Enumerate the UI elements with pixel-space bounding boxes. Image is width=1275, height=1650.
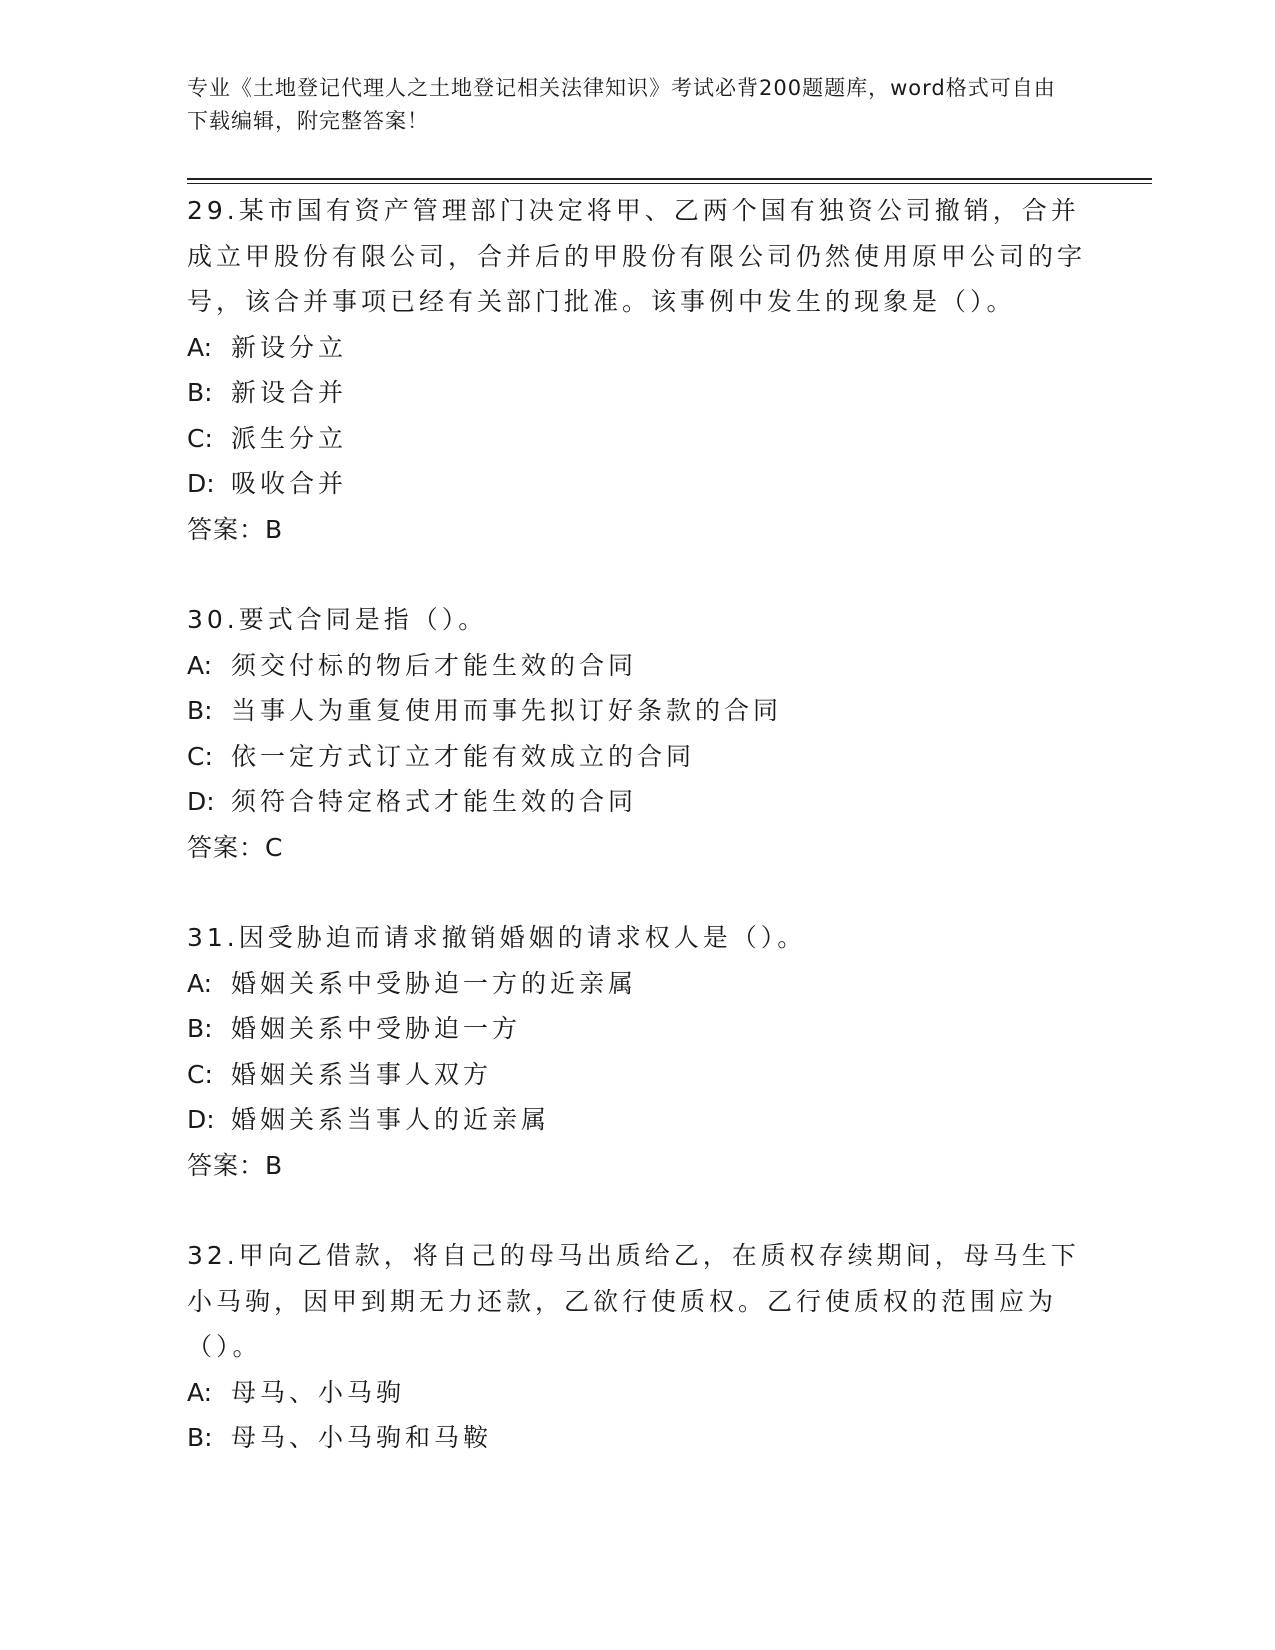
option-letter: B: <box>187 378 213 407</box>
option-a <box>187 1370 1087 1416</box>
option-text: 母马、小马驹 <box>231 1377 406 1407</box>
option-letter: A: <box>187 650 213 680</box>
option-b <box>187 688 1087 734</box>
option-c <box>187 416 1087 462</box>
option-a <box>187 961 1087 1007</box>
option-text: 派生分立 <box>231 423 348 453</box>
option-text: 婚姻关系当事人双方 <box>231 1059 493 1089</box>
question-32 <box>187 1233 1087 1461</box>
option-letter: C: <box>187 423 213 453</box>
option-b <box>187 1415 1087 1461</box>
option-text: 婚姻关系中受胁迫一方的近亲属 <box>231 968 638 998</box>
question-stem: 30.要式合同是指（）。 <box>187 605 488 634</box>
option-d <box>187 461 1087 507</box>
option-letter: B: <box>187 1014 213 1043</box>
answer-line: 答案：B <box>187 1150 284 1180</box>
option-letter: C: <box>187 741 213 771</box>
option-text: 须交付标的物后才能生效的合同 <box>231 650 638 680</box>
option-c <box>187 734 1087 780</box>
option-letter: A: <box>187 1377 213 1407</box>
option-letter: A: <box>187 968 213 998</box>
option-text: 母马、小马驹和马鞍 <box>231 1423 493 1452</box>
question-list <box>187 188 1087 1506</box>
option-text: 当事人为重复使用而事先拟订好条款的合同 <box>231 696 783 725</box>
answer-line: 答案：C <box>187 832 284 862</box>
question-stem: 32.甲向乙借款，将自己的母马出质给乙，在质权存续期间，母马生下小马驹，因甲到期无力还款，乙欲行使质权。乙行使质权的范围应为（）。 <box>187 1241 1080 1361</box>
option-text: 须符合特定格式才能生效的合同 <box>231 787 638 816</box>
option-b <box>187 370 1087 416</box>
question-stem: 29.某市国有资产管理部门决定将甲、乙两个国有独资公司撤销，合并成立甲股份有限公司，合并后的甲股份有限公司仍然使用原甲公司的字号，该合并事项已经有关部门批准。该事例中发生的现象是（）。 <box>187 196 1087 316</box>
option-d <box>187 1097 1087 1143</box>
question-stem: 31.因受胁迫而请求撤销婚姻的请求权人是（）。 <box>187 923 807 952</box>
option-a <box>187 325 1087 371</box>
option-text: 婚姻关系当事人的近亲属 <box>231 1105 551 1134</box>
option-text: 婚姻关系中受胁迫一方 <box>231 1014 522 1043</box>
answer-line: 答案：B <box>187 514 284 544</box>
option-d <box>187 779 1087 825</box>
option-letter: B: <box>187 696 213 725</box>
option-text: 吸收合并 <box>231 469 348 498</box>
option-letter: B: <box>187 1423 213 1452</box>
document-header: 专业《土地登记代理人之土地登记相关法律知识》考试必背200题题库，word格式可自由下载编辑，附完整答案！ <box>187 76 1056 133</box>
option-letter: C: <box>187 1059 213 1089</box>
header-divider-thin <box>187 183 1152 184</box>
option-c <box>187 1052 1087 1098</box>
option-letter: D: <box>187 787 215 816</box>
option-text: 新设分立 <box>231 332 348 362</box>
option-letter: A: <box>187 332 213 362</box>
question-29 <box>187 188 1087 552</box>
header-divider-thick <box>187 178 1152 180</box>
option-a <box>187 643 1087 689</box>
option-b <box>187 1006 1087 1052</box>
option-text: 依一定方式订立才能有效成立的合同 <box>231 741 696 771</box>
question-31 <box>187 915 1087 1188</box>
question-30 <box>187 597 1087 870</box>
option-text: 新设合并 <box>231 378 348 407</box>
option-letter: D: <box>187 469 215 498</box>
option-letter: D: <box>187 1105 215 1134</box>
